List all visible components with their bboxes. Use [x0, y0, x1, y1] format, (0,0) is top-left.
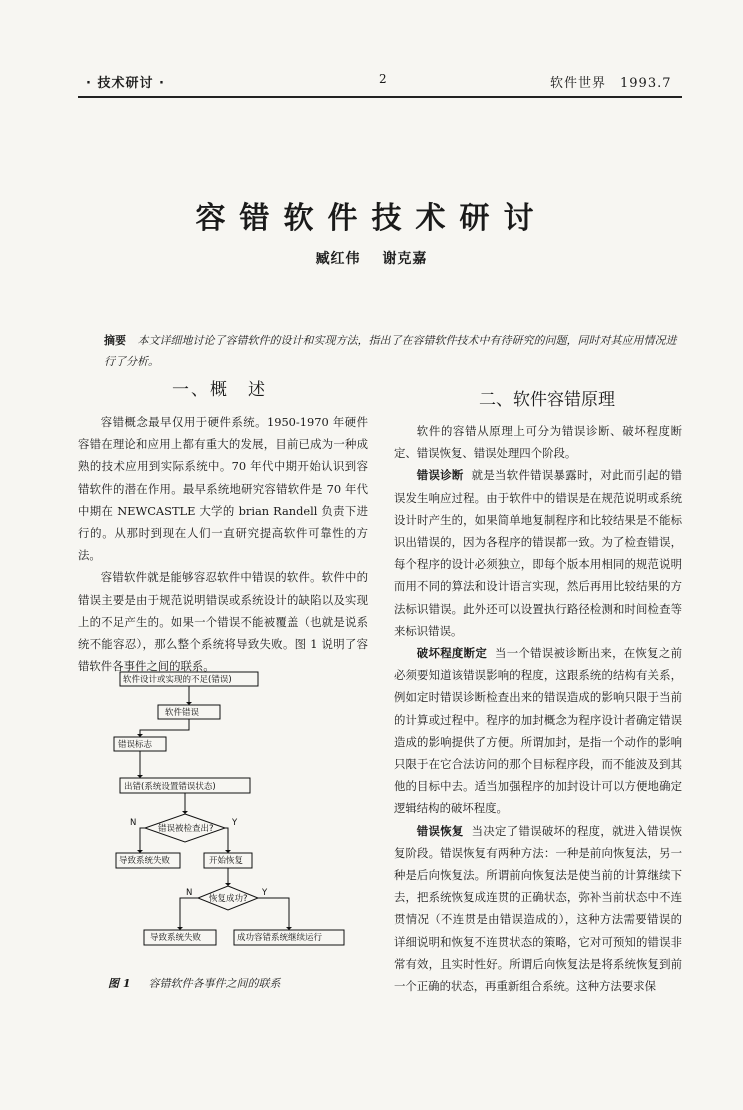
term: 错误恢复: [416, 823, 464, 838]
header-rule: [78, 96, 682, 98]
caption-number: 图 1: [108, 977, 131, 990]
node-label: 软件设计或实现的不足(错误): [123, 675, 232, 685]
paragraph: [394, 820, 682, 998]
decision-label: 恢复成功?: [209, 894, 248, 904]
term: 错误诊断: [416, 468, 464, 483]
branch-no-label: N: [130, 818, 137, 828]
figure-caption: [108, 975, 280, 991]
right-column: [394, 420, 682, 997]
author-2: 谢克嘉: [382, 251, 428, 267]
journal-issue: 软件世界 1993.7: [550, 76, 672, 91]
flowchart: [100, 650, 360, 960]
paragraph: [394, 642, 682, 820]
section-tag: · 技术研讨 ·: [86, 76, 165, 91]
section-1-title: 一、概 述: [172, 380, 267, 400]
abstract: [104, 330, 682, 372]
node-label: 软件错误: [165, 708, 200, 718]
node-label: 导致系统失败: [119, 856, 171, 866]
section-2-title: 二、软件容错原理: [479, 390, 615, 410]
page-number: 2: [379, 72, 388, 86]
branch-yes-label: Y: [262, 888, 268, 898]
paragraph-text: 就是当软件错误暴露时，对此而引起的错误发生响应过程。由于软件中的错误是在规范说明或系统设计时产生的，如果简单地复制程序和比较结果是不能标识出错误的，因为各程序的错误都一致。为了检查错误，每个程序的设计必须独立，即每个版本用相同的规范说明而用不同的算法和设计语言实现，然后再用比较结果的方法标识错误。此外还可以设置执行路径检测和时间检查等来标识错误。: [394, 468, 682, 638]
author-1: 臧红伟: [315, 251, 361, 267]
paragraph: 软件的容错从原理上可分为错误诊断、破坏程度断定、错误恢复、错误处理四个阶段。: [394, 424, 682, 461]
left-column: [78, 411, 368, 677]
article-title: 容错软件技术研讨: [195, 201, 548, 236]
flowchart-figure: [100, 650, 360, 960]
paragraph: [394, 464, 682, 642]
node-label: 出错(系统设置错误状态): [124, 782, 216, 792]
paragraph: 容错概念最早仅用于硬件系统。1950-1970 年硬件容错在理论和应用上都有重大的发展，目前已成为一种成熟的技术应用到实际系统中。70 年代中期开始认识到容错软件的潜在作用。最早系统地研究容错软件是 70 年代中期在 NEWCASTLE 大学的 brian Randell 负责下进行的。从那时到现在人们一直研究提高软件可靠性的方法。: [78, 415, 368, 563]
node-label: 开始恢复: [209, 856, 244, 866]
branch-no-label: N: [186, 888, 193, 898]
caption-text: 容错软件各事件之间的联系: [148, 977, 281, 990]
term: 破坏程度断定: [416, 646, 488, 661]
branch-yes-label: Y: [232, 818, 238, 828]
paragraph-text: 当一个错误被诊断出来，在恢复之前必须要知道该错误影响的程度，这跟系统的结构有关系，例如定时错误诊断检查出来的错误造成的影响只限于当前的计算或过程中。程序的加封概念为程序设计者确定错误造成的影响提供了方便。所谓加封，是指一个动作的影响只限于在它合法访问的那个目标程序段，而不能波及到其他的目标中去。适当加强程序的加封设计可以方便地确定逻辑结构的破坏程度。: [394, 646, 682, 816]
node-label: 导致系统失败: [150, 933, 202, 943]
node-label: 成功容错系统继续运行: [237, 933, 323, 943]
node-label: 错误标志: [118, 740, 153, 750]
decision-label: 错误被检查出?: [158, 824, 214, 834]
author-line: [0, 248, 743, 268]
paragraph-text: 当决定了错误破坏的程度，就进入错误恢复阶段。错误恢复有两种方法：一种是前向恢复法，另一种是后向恢复法。所谓前向恢复法是使当前的计算继续下去，把系统恢复成连贯的正确状态，弥补当前状态中不连贯情况（不连贯是由错误造成的），这种方法需要错误的详细说明和恢复不连贯状态的策略，它对可预知的错误非常有效，且实时性好。所谓后向恢复法是将系统恢复到前一个正确的状态，再重新组合系统。这种方法要求保: [394, 823, 682, 994]
paragraph: 容错软件就是能够容忍软件中错误的软件。软件中的错误主要是由于规范说明错误或系统设计的缺陷以及实现上的不足产生的。如果一个错误不能被覆盖（也就是说系统不能容忍），那么整个系统将导致失败。图 1 说明了容错软件各事件之间的联系。: [78, 570, 368, 674]
abstract-text: 本文详细地讨论了容错软件的设计和实现方法，指出了在容错软件技术中有待研究的问题，同时对其应用情况进行了分析。: [104, 334, 677, 368]
abstract-label: 摘要: [104, 334, 126, 347]
